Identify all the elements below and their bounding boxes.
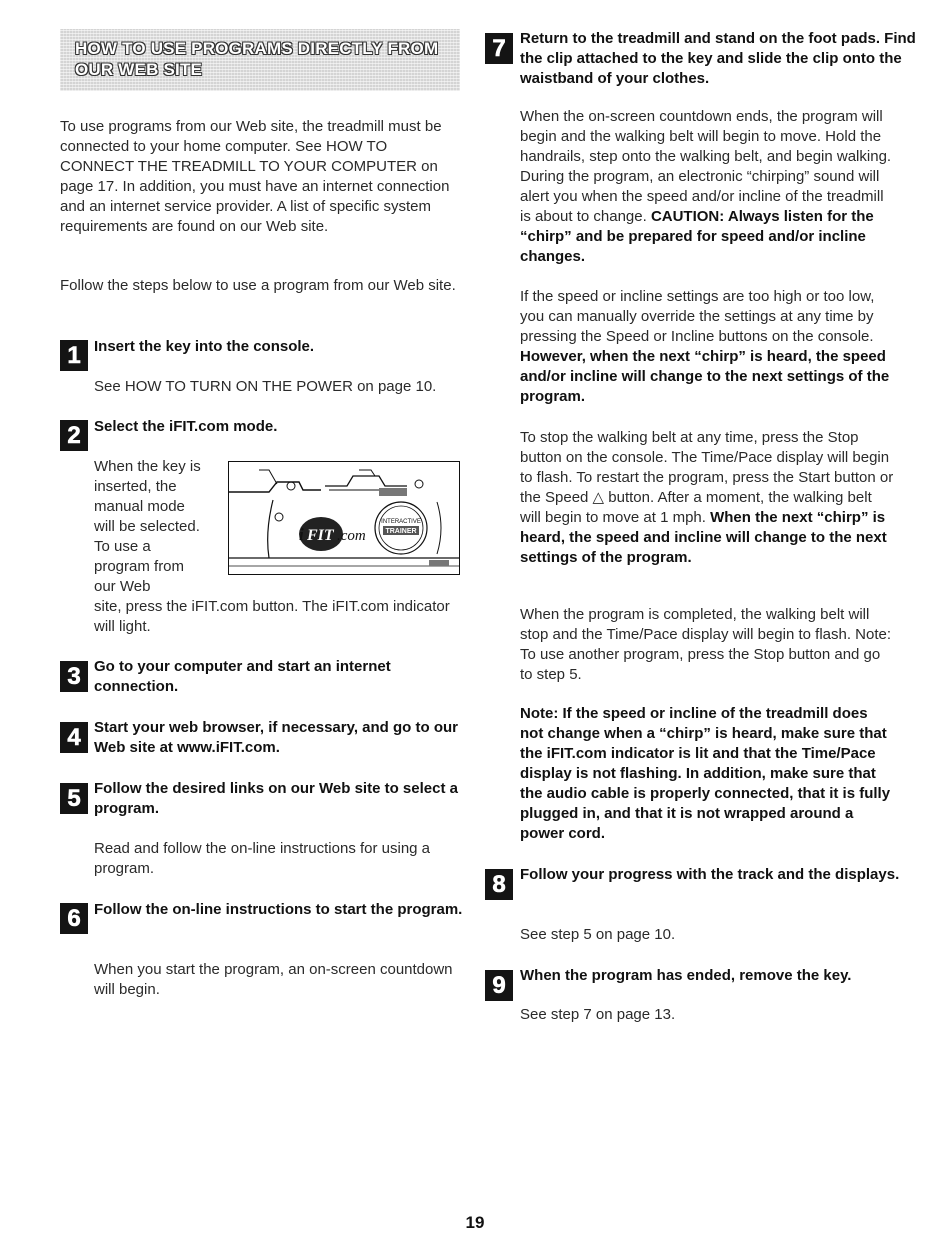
step-2-heading: Select the iFIT.com mode. xyxy=(94,418,278,435)
step-5-body: Read and follow the on-line instructions for using a program. xyxy=(94,840,431,877)
step-2-badge: 2 xyxy=(60,420,88,451)
step-3-badge: 3 xyxy=(60,661,88,692)
step-7-heading: Return to the treadmill and stand on the foot pads. Find the clip attached to the key and slide the clip onto the waistband of your clothes. xyxy=(520,30,916,87)
step-4-badge: 4 xyxy=(60,722,88,753)
step-4-heading: Start your web browser, if necessary, and go to our Web site at www.iFIT.com. xyxy=(94,719,458,756)
console-logo-suffix: .com xyxy=(337,528,366,544)
console-drawing xyxy=(229,462,460,575)
step-9-heading: When the program has ended, remove the key. xyxy=(520,967,852,984)
intro-paragraph: To use programs from our Web site, the treadmill must be connected to your home computer. See HOW TO CONNECT THE TREADMILL TO YOUR COMPUTER on page 17. In addition, you must have an internet connection and an internet service provider. A list of specific system requirements are found on our Web site. xyxy=(60,118,450,235)
step-7-p1-text: When the on-screen countdown ends, the program will begin and the walking belt will begin to move. Hold the handrails, step onto the walking belt, and begin walking. During the program, an electronic “chirping” sound will alert you when the speed and/or incline of the treadmill is about to change. xyxy=(520,108,892,225)
step-2-body-a: When the key is inserted, the manual mode will be selected. To use a program from our Web xyxy=(94,458,201,595)
step-3-heading: Go to your computer and start an internet connection. xyxy=(94,658,391,695)
console-badge-bottom: TRAINER xyxy=(385,528,417,535)
page-title: HOW TO USE PROGRAMS DIRECTLY FROM OUR WEB SITE xyxy=(75,39,439,79)
console-logo-brand: i xyxy=(299,525,304,544)
step-6-badge: 6 xyxy=(60,903,88,934)
step-7-paragraph-4: When the program is completed, the walking belt will stop and the Time/Pace display will begin to flash. Note: To use another program, press the Stop button and go to step 5. xyxy=(520,606,892,683)
page-number: 19 xyxy=(465,1213,485,1232)
step-1-heading: Insert the key into the console. xyxy=(94,338,315,355)
step-6-body: When you start the program, an on-screen countdown will begin. xyxy=(94,961,453,998)
step-7-paragraph-2 xyxy=(520,287,895,407)
step-7-caution: CAUTION: Always listen for the “chirp” and be prepared for speed and/or incline changes. xyxy=(520,208,874,265)
step-7-paragraph-3 xyxy=(520,428,895,568)
step-5-heading: Follow the desired links on our Web site to select a program. xyxy=(94,780,458,817)
step-5-badge: 5 xyxy=(60,783,88,814)
step-1-badge: 1 xyxy=(60,340,88,371)
step-7-override-note: However, when the next “chirp” is heard, the speed and/or incline will change to the next settings of the program. xyxy=(520,348,890,405)
step-7-p2-text: If the speed or incline settings are too high or too low, you can manually override the settings at any time by pressing the Speed or Incline buttons on the console. xyxy=(520,288,875,345)
console-logo-fit: FIT xyxy=(307,527,334,544)
step-8-body: See step 5 on page 10. xyxy=(520,926,676,943)
step-7-p3-text: To stop the walking belt at any time, press the Stop button on the console. The Time/Pace display will begin to flash. To restart the program, press the Start button or the Speed △ button. After a moment, the walking belt will begin to move at 1 mph. xyxy=(520,429,894,526)
step-9-badge: 9 xyxy=(485,970,513,1001)
step-2-body-b: site, press the iFIT.com button. The iFIT.com indicator will light. xyxy=(94,598,450,635)
step-7-badge: 7 xyxy=(485,33,513,64)
step-8-heading: Follow your progress with the track and the displays. xyxy=(520,866,900,883)
step-7-paragraph-1 xyxy=(520,107,895,267)
step-7-note: Note: If the speed or incline of the treadmill does not change when a “chirp” is heard, make sure that the iFIT.com indicator is lit and that the Time/Pace display is not flashing. In addition, make sure that the audio cable is properly connected, that it is fully plugged in, and that it is not wrapped around a power cord. xyxy=(520,705,891,842)
step-8-badge: 8 xyxy=(485,869,513,900)
step-6-heading: Follow the on-line instructions to start the program. xyxy=(94,901,463,918)
console-badge-top: INTERACTIVE xyxy=(381,519,421,525)
step-9-body: See step 7 on page 13. xyxy=(520,1006,676,1023)
follow-paragraph: Follow the steps below to use a program from our Web site. xyxy=(60,277,456,294)
step-1-body: See HOW TO TURN ON THE POWER on page 10. xyxy=(94,378,437,395)
step-7-restart-note: When the next “chirp” is heard, the speed and incline will change to the next settings of the program. xyxy=(520,509,887,566)
console-illustration xyxy=(228,461,460,575)
